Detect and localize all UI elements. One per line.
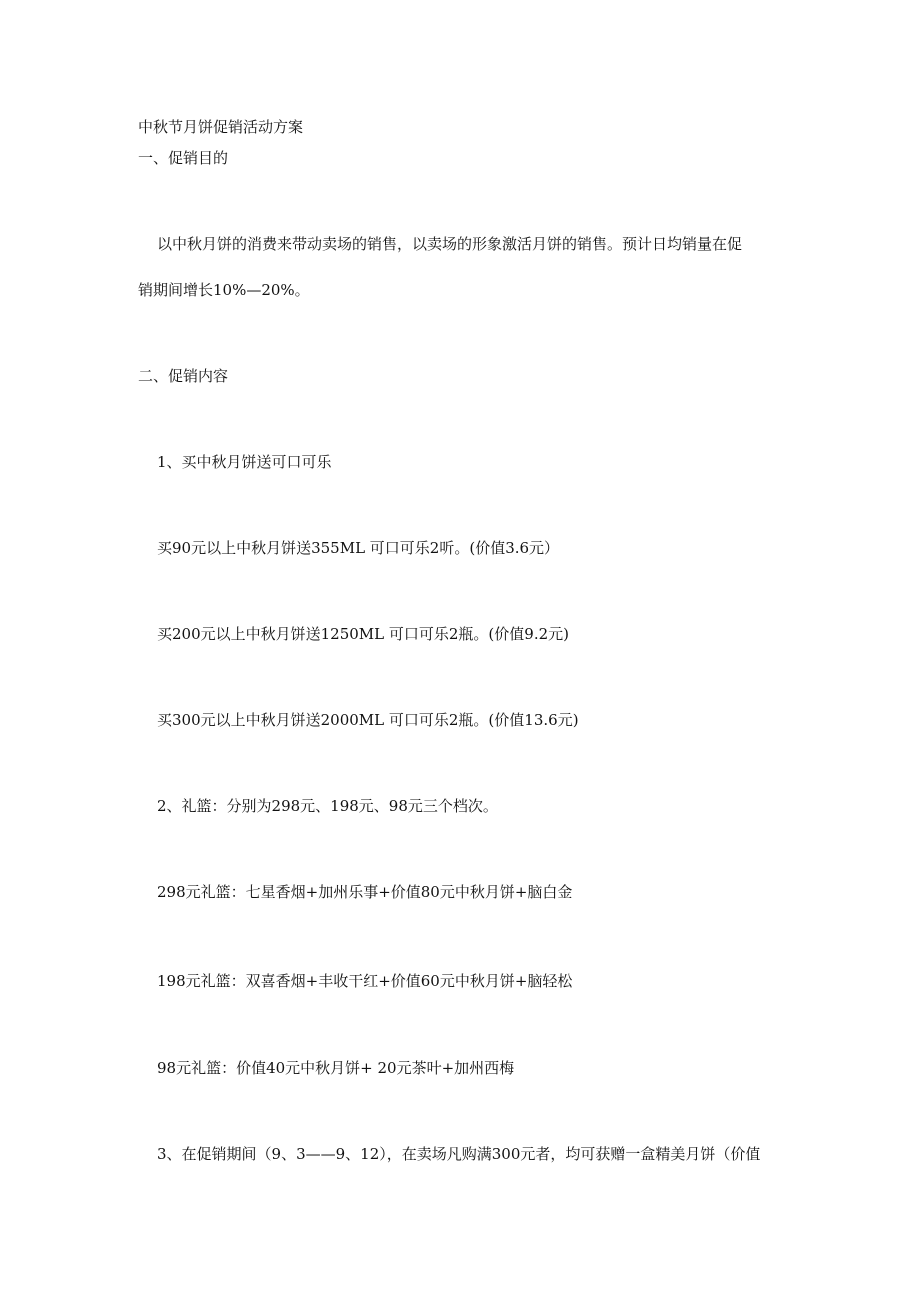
document-title: 中秋节月饼促销活动方案 <box>138 118 304 136</box>
section1-paragraph-line2: 销期间增长10%—20%。 <box>138 281 310 299</box>
section1-heading: 一、促销目的 <box>138 149 229 167</box>
item2-line: 298元礼篮：七星香烟+加州乐事+价值80元中秋月饼+脑白金 <box>157 883 573 901</box>
item1-line: 买90元以上中秋月饼送355ML 可口可乐2听。(价值3.6元） <box>157 539 560 557</box>
section1-paragraph-line1: 以中秋月饼的消费来带动卖场的销售，以卖场的形象激活月饼的销售。预计日均销量在促 <box>157 235 743 253</box>
item2-line: 198元礼篮：双喜香烟+丰收干红+价值60元中秋月饼+脑轻松 <box>157 972 573 990</box>
item1-line: 买200元以上中秋月饼送1250ML 可口可乐2瓶。(价值9.2元) <box>157 625 569 643</box>
item2-heading: 2、礼篮：分别为298元、198元、98元三个档次。 <box>157 797 498 815</box>
item3-line: 3、在促销期间（9、3——9、12），在卖场凡购满300元者，均可获赠一盒精美月饼（价值 <box>157 1145 761 1163</box>
item1-heading: 1、买中秋月饼送可口可乐 <box>157 453 332 471</box>
item2-line: 98元礼篮：价值40元中秋月饼+ 20元茶叶+加州西梅 <box>157 1059 515 1077</box>
section2-heading: 二、促销内容 <box>138 367 229 385</box>
item1-line: 买300元以上中秋月饼送2000ML 可口可乐2瓶。(价值13.6元) <box>157 711 579 729</box>
